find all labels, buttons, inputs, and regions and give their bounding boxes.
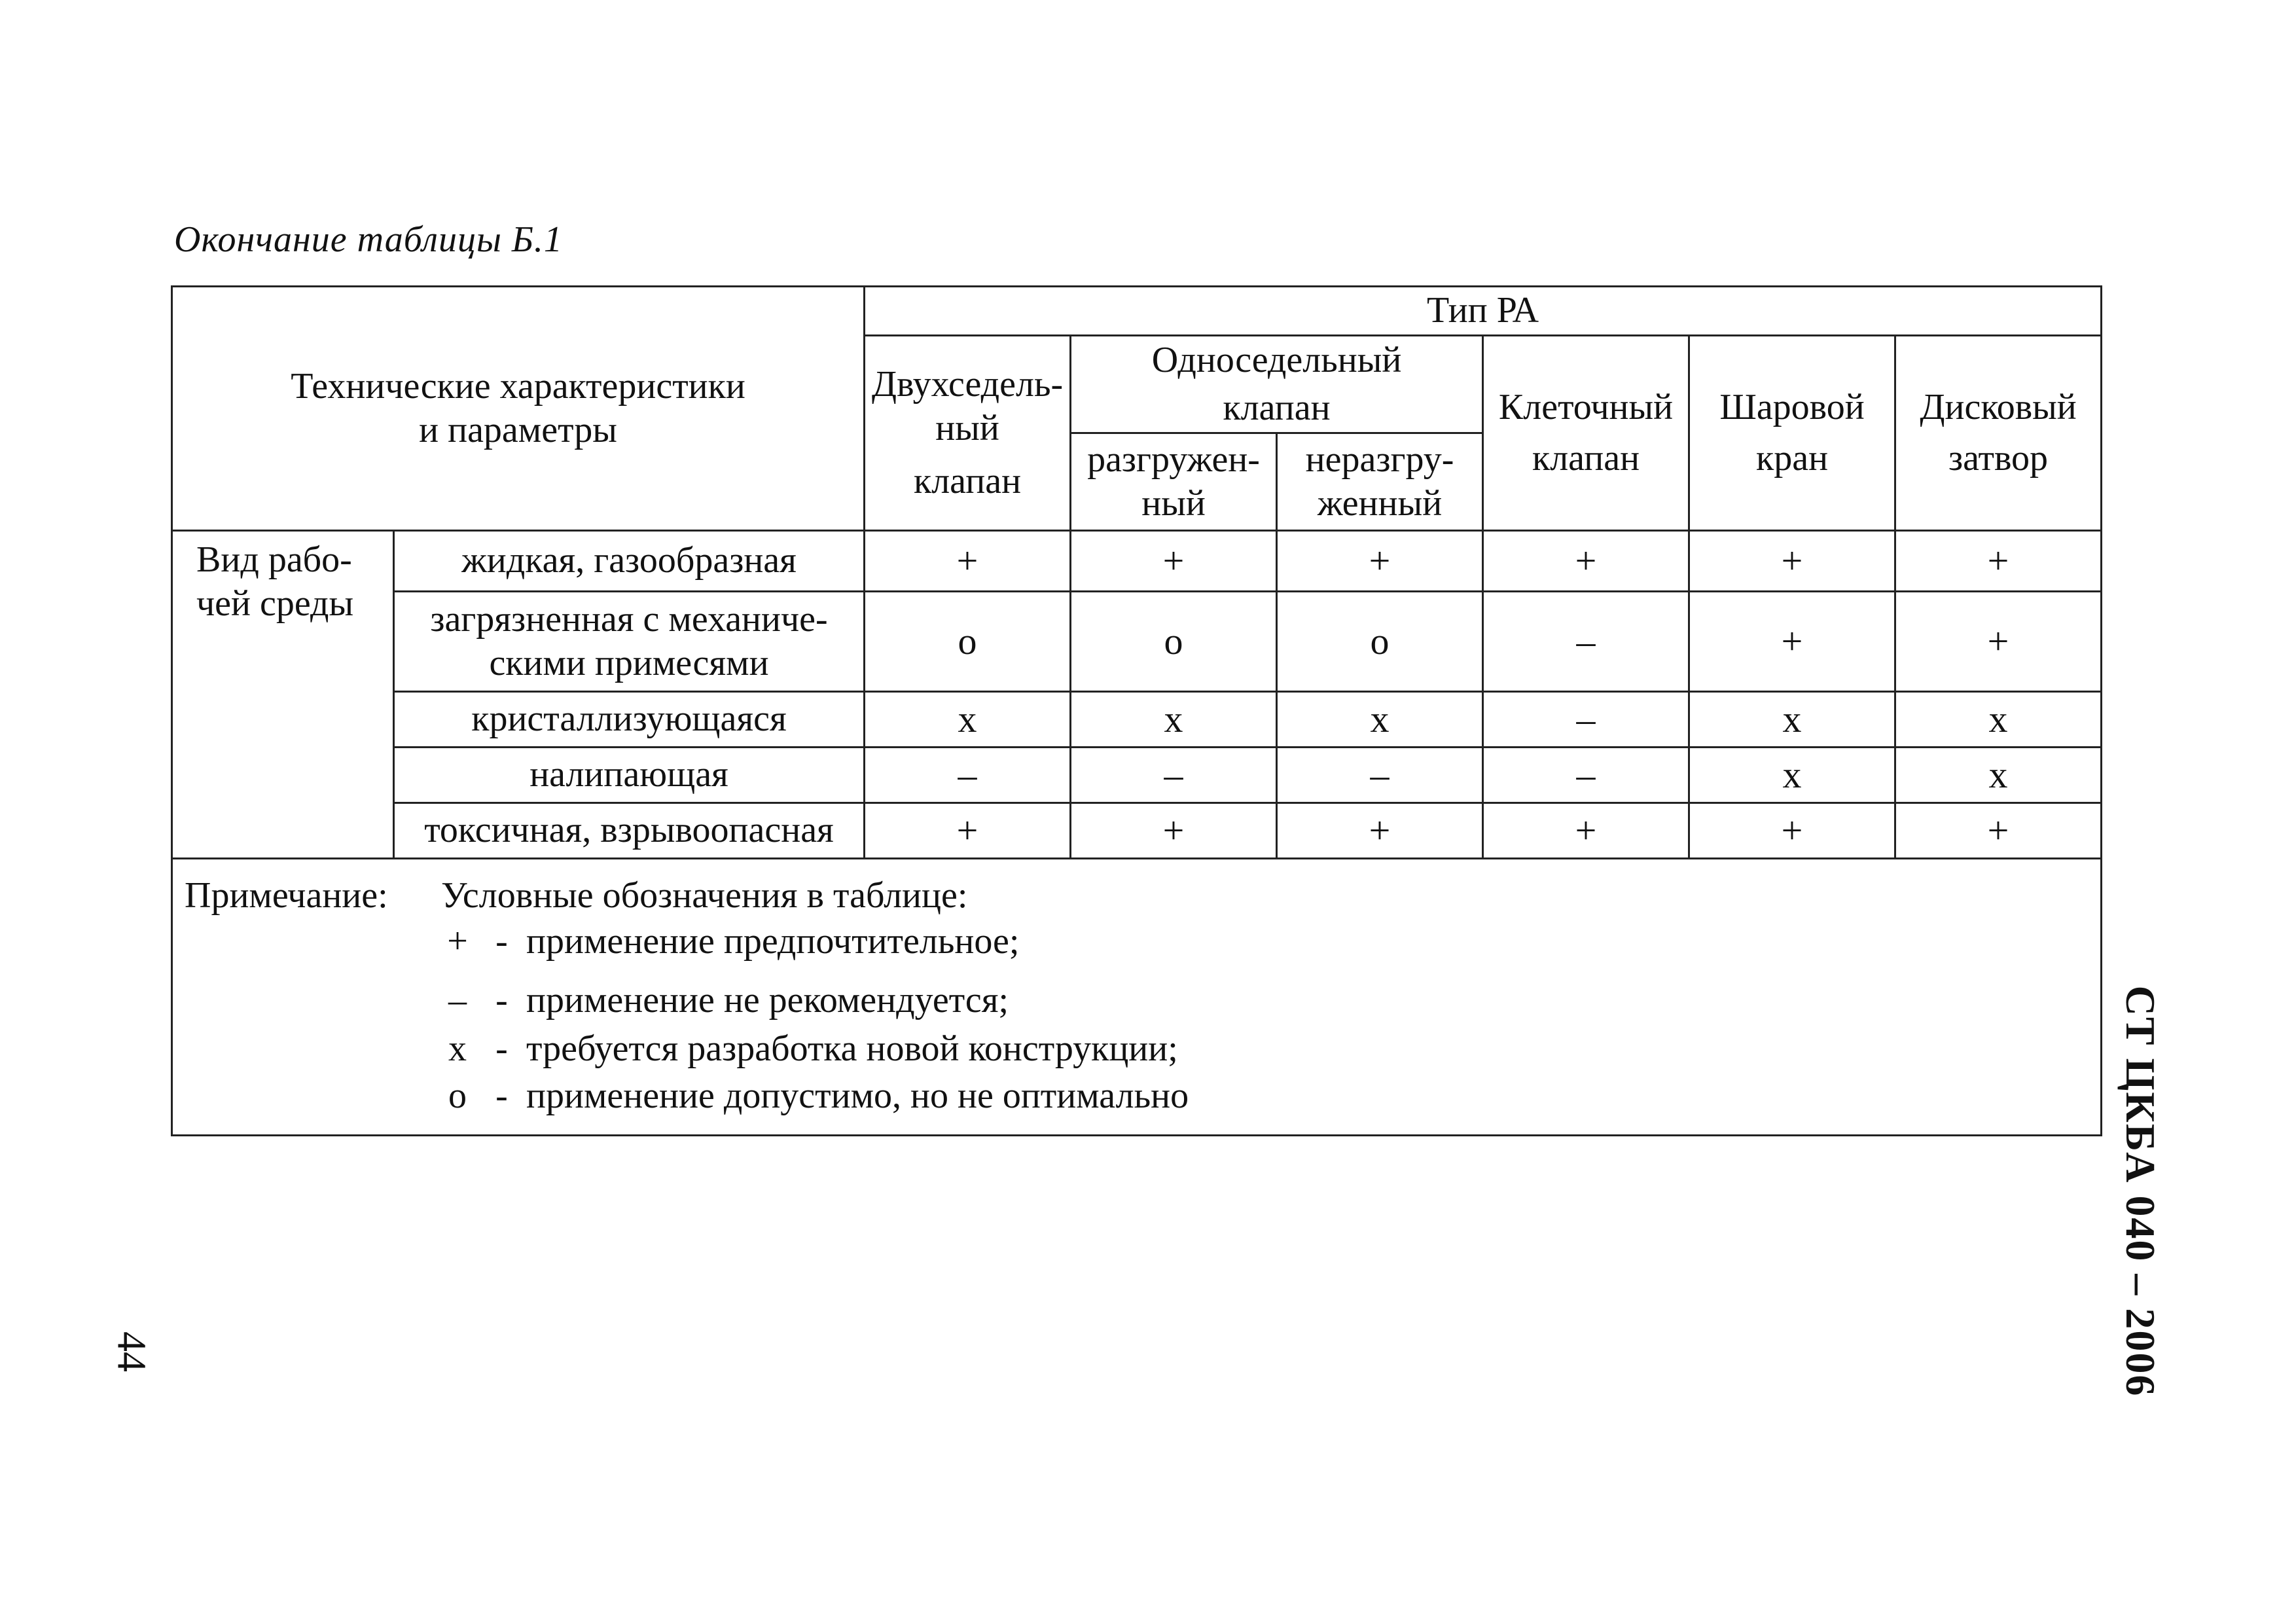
value-cell: о bbox=[865, 592, 1071, 692]
col-double-seat-line-3: клапан bbox=[913, 461, 1022, 502]
col-unloaded-header bbox=[1071, 433, 1277, 531]
value-cell: + bbox=[1895, 531, 2102, 592]
value-cell: + bbox=[1483, 803, 1689, 859]
value-cell: + bbox=[1277, 531, 1483, 592]
characteristics-table bbox=[171, 285, 2102, 1136]
row-label-text: токсичная, взрывоопасная bbox=[424, 810, 834, 851]
legend-symbol: + bbox=[447, 921, 468, 962]
value-cell: х bbox=[865, 692, 1071, 748]
value-cell: + bbox=[1483, 531, 1689, 592]
value-cell: х bbox=[1689, 692, 1895, 748]
legend-dash: - bbox=[495, 980, 508, 1020]
value-cell: + bbox=[865, 531, 1071, 592]
value-cell: о bbox=[1277, 592, 1483, 692]
row-label bbox=[394, 531, 865, 592]
value-cell: х bbox=[1895, 748, 2102, 803]
col-double-seat-line-1: Двухседель- bbox=[871, 363, 1064, 405]
col-disc-line-1: Дисковый bbox=[1920, 387, 2077, 428]
col-ball-line-1: Шаровой bbox=[1719, 387, 1865, 428]
legend-text: требуется разработка новой конструкции; bbox=[526, 1028, 1178, 1069]
legend-dash: - bbox=[495, 1028, 508, 1069]
value-cell: + bbox=[1071, 803, 1277, 859]
group-label-cell bbox=[172, 531, 394, 859]
col-cage-line-2: клапан bbox=[1532, 437, 1640, 478]
col-single-seat-line-2: клапан bbox=[1223, 388, 1331, 428]
table-row bbox=[172, 592, 2102, 692]
row-label bbox=[394, 592, 865, 692]
page-number bbox=[105, 1322, 157, 1381]
legend-dash: - bbox=[495, 1075, 508, 1116]
value-cell: + bbox=[1277, 803, 1483, 859]
row-label-text: кристаллизующаяся bbox=[471, 698, 787, 740]
param-header-line-1: Технические характеристики bbox=[291, 365, 745, 406]
legend-item bbox=[438, 1027, 1178, 1071]
col-cage-line-1: Клеточный bbox=[1498, 387, 1674, 428]
legend-item bbox=[438, 920, 1019, 964]
value-cell: х bbox=[1277, 692, 1483, 748]
note-label: Примечание: bbox=[185, 875, 388, 916]
table-caption: Окончание таблицы Б.1 bbox=[174, 219, 563, 260]
legend-symbol: х bbox=[448, 1028, 467, 1069]
legend-symbol: – bbox=[448, 980, 467, 1020]
legend-text: применение предпочтительное; bbox=[526, 921, 1020, 962]
col-single-seat-line-1: Односедельный bbox=[1151, 339, 1402, 380]
row-label-text: налипающая bbox=[529, 754, 728, 795]
row-label-text: жидкая, газообразная bbox=[461, 540, 797, 581]
row-label-line-2: скими примесями bbox=[489, 643, 769, 683]
col-single-seat-header bbox=[1071, 336, 1483, 433]
col-cage-header bbox=[1483, 336, 1689, 531]
col-double-seat-header bbox=[865, 336, 1071, 531]
note-title: Условные обозначения в таблице: bbox=[441, 875, 968, 916]
type-header-cell bbox=[865, 287, 2102, 336]
standard-designation bbox=[2114, 985, 2166, 1398]
value-cell: + bbox=[1895, 592, 2102, 692]
standard-designation-text: СТ ЦКБА 040 – 2006 bbox=[2117, 985, 2164, 1398]
legend-text: применение допустимо, но не оптимально bbox=[526, 1075, 1189, 1116]
col-disc-line-2: затвор bbox=[1948, 437, 2049, 478]
param-header-cell bbox=[172, 287, 865, 531]
value-cell: – bbox=[1277, 748, 1483, 803]
col-unloaded-line-2: ный bbox=[1141, 483, 1206, 524]
value-cell: – bbox=[1483, 748, 1689, 803]
table-row bbox=[172, 748, 2102, 803]
table-row bbox=[172, 531, 2102, 592]
value-cell: – bbox=[1071, 748, 1277, 803]
row-label bbox=[394, 803, 865, 859]
col-ball-header bbox=[1689, 336, 1895, 531]
value-cell: + bbox=[1689, 592, 1895, 692]
table-row bbox=[172, 692, 2102, 748]
legend-text: применение не рекомендуется; bbox=[526, 980, 1009, 1020]
value-cell: + bbox=[1689, 803, 1895, 859]
row-label-line-1: загрязненная с механиче- bbox=[430, 598, 828, 640]
param-header-line-2: и параметры bbox=[419, 410, 617, 450]
col-ball-line-2: кран bbox=[1756, 437, 1829, 478]
page-number-text: 44 bbox=[109, 1331, 154, 1372]
legend-item bbox=[438, 979, 1009, 1022]
value-cell: х bbox=[1071, 692, 1277, 748]
legend-dash: - bbox=[495, 921, 508, 962]
row-label bbox=[394, 748, 865, 803]
legend-symbol: о bbox=[448, 1075, 467, 1116]
value-cell: + bbox=[1895, 803, 2102, 859]
row-label bbox=[394, 692, 865, 748]
group-label-line-1: Вид рабо- bbox=[196, 539, 352, 580]
value-cell: + bbox=[1071, 531, 1277, 592]
note-cell bbox=[172, 859, 2102, 1136]
value-cell: х bbox=[1895, 692, 2102, 748]
value-cell: о bbox=[1071, 592, 1277, 692]
group-label-line-2: чей среды bbox=[196, 583, 354, 624]
value-cell: + bbox=[865, 803, 1071, 859]
col-not-unloaded-line-1: неразгру- bbox=[1305, 439, 1454, 480]
legend-item bbox=[438, 1074, 1189, 1118]
value-cell: – bbox=[865, 748, 1071, 803]
type-header-label: Тип РА bbox=[1426, 290, 1539, 331]
value-cell: – bbox=[1483, 692, 1689, 748]
value-cell: – bbox=[1483, 592, 1689, 692]
value-cell: х bbox=[1689, 748, 1895, 803]
col-double-seat-line-2: ный bbox=[935, 407, 999, 448]
col-not-unloaded-header bbox=[1277, 433, 1483, 531]
col-not-unloaded-line-2: женный bbox=[1317, 483, 1443, 524]
col-unloaded-line-1: разгружен- bbox=[1087, 439, 1260, 480]
table-row bbox=[172, 803, 2102, 859]
col-disc-header bbox=[1895, 336, 2102, 531]
value-cell: + bbox=[1689, 531, 1895, 592]
